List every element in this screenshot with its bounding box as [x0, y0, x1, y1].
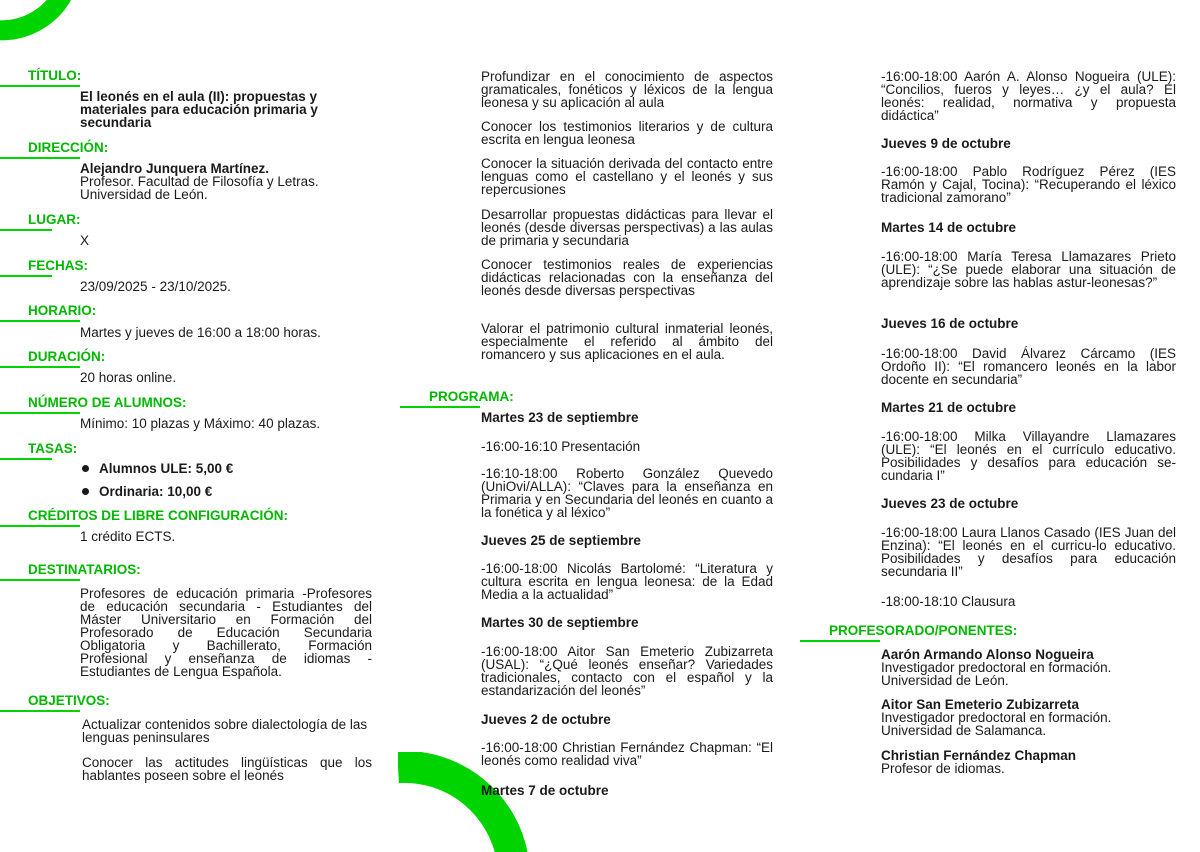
speaker-name: Aitor San Emeterio Zubizarreta: [881, 697, 1080, 712]
bullet-icon: [82, 465, 89, 472]
speaker-name: Aarón Armando Alonso Nogueira: [881, 647, 1094, 662]
direccion-heading: DIRECCIÓN:: [28, 140, 109, 155]
destinatarios-value: Profesores de educación primaria -Profesores de educación secundaria - Estudiantes del Máster Universitario en Formación del Profesorado de Educación Secundaria Obligatoria y Bachillerato, Formación Profesional y enseñanza de idiomas -Estudiantes de Lengua Española.: [80, 586, 372, 679]
duracion-heading: DURACIÓN:: [28, 349, 106, 364]
fechas-heading: FECHAS:: [28, 258, 88, 273]
divider: [800, 640, 880, 642]
bullet-icon: [82, 488, 89, 495]
program-session: -16:00-16:10 Presentación: [481, 439, 641, 454]
profesorado-heading: PROFESORADO/PONENTES:: [829, 623, 1018, 638]
titulo-heading: TÍTULO:: [28, 68, 82, 83]
objetivo-item: Profundizar en el conocimiento de aspectos gramaticales, fonéticos y léxicos de la lengua leonesa y su aplicación al aula: [481, 69, 773, 110]
lugar-heading: LUGAR:: [28, 212, 81, 227]
divider: [0, 579, 80, 581]
objetivo-item: Actualizar contenidos sobre dialectología de las lenguas peninsulares: [82, 717, 368, 745]
lugar-value: X: [80, 233, 90, 248]
program-day: Jueves 9 de octubre: [881, 136, 1011, 151]
divider: [0, 229, 52, 231]
program-day: Jueves 16 de octubre: [881, 316, 1019, 331]
objetivo-item: Conocer las actitudes lingüísticas que los hablantes poseen sobre el leonés: [82, 755, 372, 783]
divider: [0, 458, 52, 460]
objetivos-heading: OBJETIVOS:: [28, 693, 110, 708]
program-session: -16:00-18:00 Pablo Rodríguez Pérez (IES Ramón y Cajal, Tocina): “Recuperando el léxico tradicional zamorano”: [881, 164, 1176, 205]
tasas-heading: TASAS:: [28, 441, 78, 456]
creditos-value: 1 crédito ECTS.: [80, 529, 176, 544]
divider: [400, 406, 480, 408]
fechas-value: 23/09/2025 - 23/10/2025.: [80, 279, 231, 294]
divider: [0, 85, 80, 87]
objetivo-item: Conocer los testimonios literarios y de cultura escrita en lengua leonesa: [481, 119, 773, 147]
creditos-heading: CRÉDITOS DE LIBRE CONFIGURACIÓN:: [28, 508, 289, 523]
program-day: Martes 14 de octubre: [881, 220, 1017, 235]
objetivo-item: Conocer testimonios reales de experiencias didácticas relacionadas con la enseñanza del leonés desde diversas perspectivas: [481, 257, 773, 298]
program-session: -16:00-18:00 Laura Llanos Casado (IES Juan del Enzina): “El leonés en el curricu-lo educativo. Posibilidades y desafíos para educación secundaria II”: [881, 525, 1176, 579]
objetivo-item: Desarrollar propuestas didácticas para llevar el leonés (desde diversas perspectivas) a las aulas de primaria y secundaria: [481, 207, 773, 248]
divider: [0, 412, 80, 414]
program-session: -16:00-18:00 María Teresa Llamazares Prieto (ULE): “¿Se puede elaborar una situación de aprendizaje sobre las hablas astur-leonesas?”: [881, 249, 1176, 290]
alumnos-value: Mínimo: 10 plazas y Máximo: 40 plazas.: [80, 416, 321, 431]
alumnos-heading: NÚMERO DE ALUMNOS:: [28, 395, 187, 410]
program-session: -16:00-18:00 David Álvarez Cárcamo (IES Ordoño II): “El romancero leonés en la labor docente en secundaria”: [881, 346, 1176, 387]
program-day: Jueves 2 de octubre: [481, 712, 611, 727]
divider: [0, 525, 80, 527]
duracion-value: 20 horas online.: [80, 370, 177, 385]
divider: [0, 275, 52, 277]
program-session: -16:10-18:00 Roberto González Quevedo (UniOvi/ALLA): “Claves para la enseñanza en Primaria y en Secundaria del leonés en cuanto a la fonética y al léxico”: [481, 466, 773, 520]
horario-heading: HORARIO:: [28, 303, 97, 318]
direccion-value: Profesor. Facultad de Filosofía y Letras. Universidad de León.: [80, 174, 319, 202]
program-day: Martes 23 de septiembre: [481, 410, 639, 425]
objetivo-item: Valorar el patrimonio cultural inmaterial leonés, especialmente el referido al ámbito del romancero y sus aplicaciones en el aula.: [481, 321, 773, 362]
program-session: -16:00-18:00 Milka Villayandre Llamazares (ULE): “El leonés en el currículo educativo. Posibilidades y desafíos para educación se-cundaria I”: [881, 429, 1176, 483]
program-day: Jueves 25 de septiembre: [481, 533, 641, 548]
divider: [0, 366, 80, 368]
direccion-name: Alejandro Junquera Martínez.: [80, 161, 270, 176]
speaker-desc: Investigador predoctoral en formación. Universidad de León.: [881, 660, 1112, 688]
titulo-value: El leonés en el aula (II): propuestas y materiales para educación primaria y secundaria: [80, 89, 318, 130]
horario-value: Martes y jueves de 16:00 a 18:00 horas.: [80, 325, 321, 340]
program-day: Martes 21 de octubre: [881, 400, 1017, 415]
tasa-item: Alumnos ULE: 5,00 €: [82, 461, 233, 476]
program-session: -16:00-18:00 Aarón A. Alonso Nogueira (ULE): “Concilios, fueros y leyes… ¿y el aula? El leonés: realidad, normativa y propuesta didáctica”: [881, 69, 1176, 123]
program-day: Jueves 23 de octubre: [881, 496, 1019, 511]
program-day: Martes 30 de septiembre: [481, 615, 639, 630]
divider: [0, 157, 80, 159]
program-session: -16:00-18:00 Christian Fernández Chapman: “El leonés como realidad viva”: [481, 740, 773, 768]
program-session: -18:00-18:10 Clausura: [881, 594, 1016, 609]
destinatarios-heading: DESTINATARIOS:: [28, 562, 141, 577]
program-session: -16:00-18:00 Nicolás Bartolomé: “Literatura y cultura escrita en lengua leonesa: de la Edad Media a la actualidad”: [481, 561, 773, 602]
program-day: Martes 7 de octubre: [481, 783, 609, 798]
divider: [0, 320, 80, 322]
speaker-desc: Profesor de idiomas.: [881, 761, 1005, 776]
speaker-name: Christian Fernández Chapman: [881, 748, 1077, 763]
program-session: -16:00-18:00 Aitor San Emeterio Zubizarreta (USAL): “¿Qué leonés enseñar? Variedades tradicionales, contacto con el español y la estandarización del leonés”: [481, 644, 773, 698]
speaker-desc: Investigador predoctoral en formación. Universidad de Salamanca.: [881, 710, 1112, 738]
tasa-item: Ordinaria: 10,00 €: [82, 484, 212, 499]
divider: [0, 710, 80, 712]
objetivo-item: Conocer la situación derivada del contacto entre lenguas como el castellano y el leonés y sus repercusiones: [481, 156, 773, 197]
programa-heading: PROGRAMA:: [429, 389, 514, 404]
green-arc-top-left: [0, 0, 80, 70]
